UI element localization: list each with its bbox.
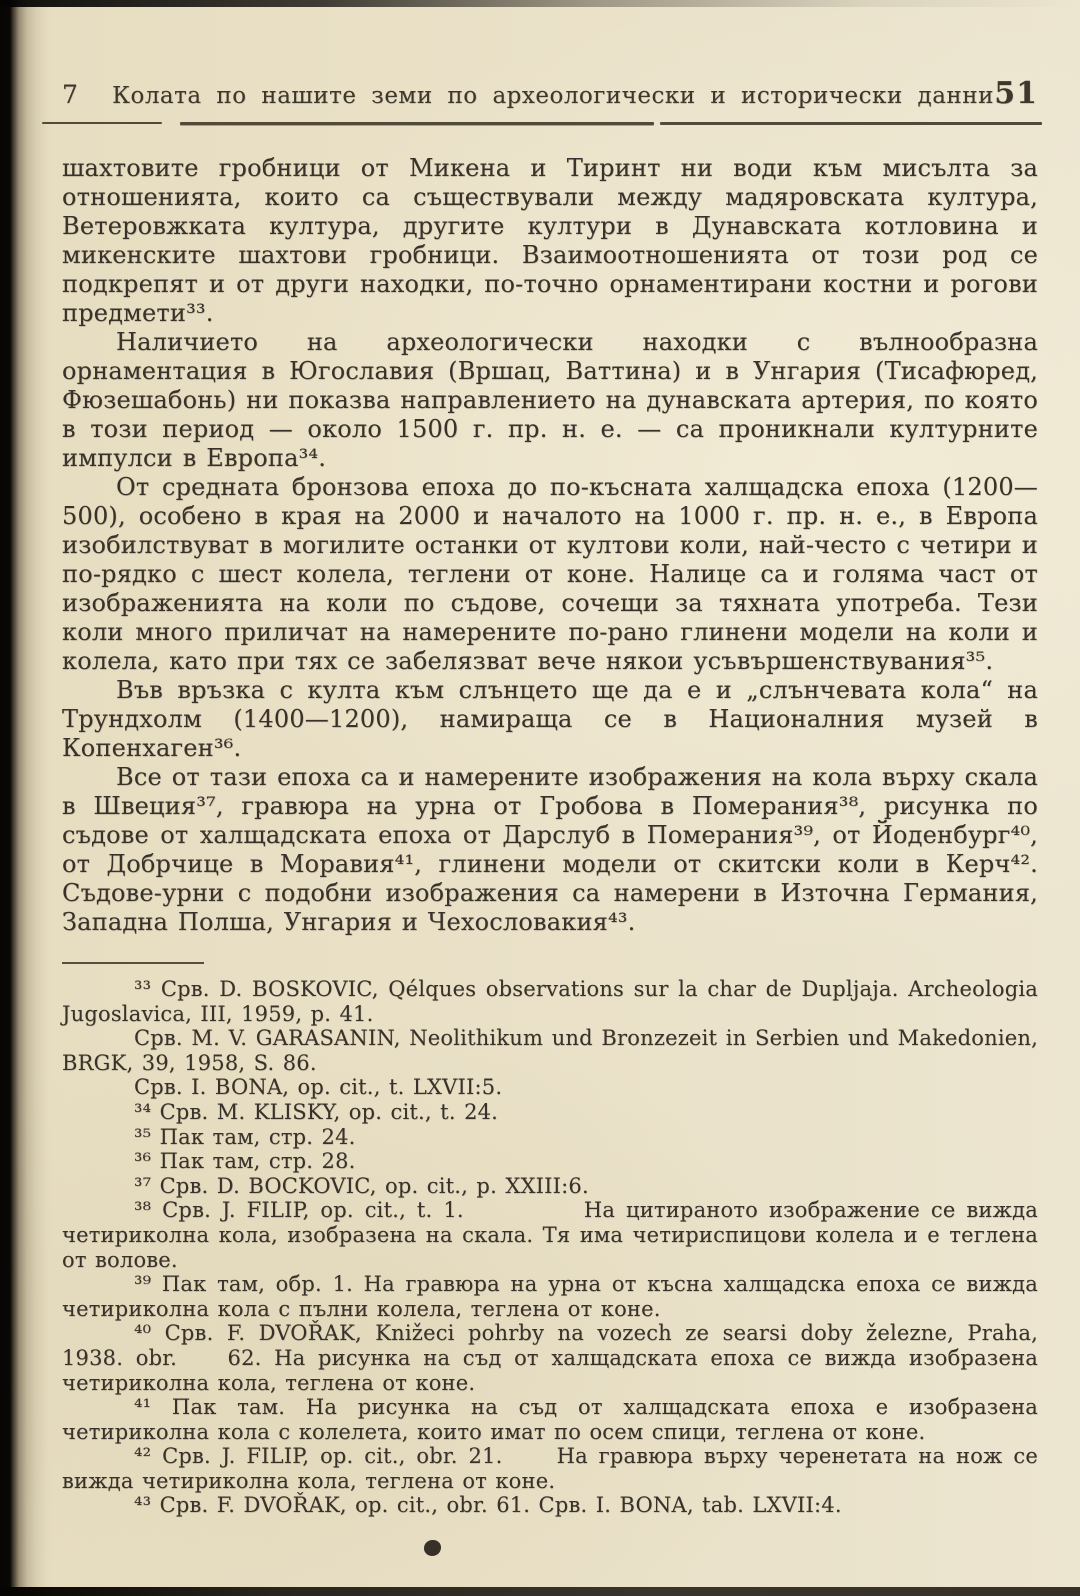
footnote-36: ³⁶ Пак там, стр. 28. <box>134 1149 356 1174</box>
scan-edge-top <box>0 0 1080 7</box>
header-rule-segment <box>180 122 654 125</box>
page-number: 51 <box>994 76 1038 111</box>
header-rule <box>42 121 1042 125</box>
footnotes <box>62 977 1038 1518</box>
footnote-40: ⁴⁰ Срв. F. DVOŘAK, Knižeci pohrby na vozech ze searsi doby železne, Praha, 1938. obr. 62. На рисунка на съд от халщадската епоха се вижда изобразена четириколна кола, теглена от коне. <box>62 1321 1038 1395</box>
footnote-43: ⁴³ Срв. F. DVOŘAK, op. cit., obr. 61. Срв. I. BONA, tab. LXVII:4. <box>134 1493 842 1518</box>
footnote-35: ³⁵ Пак там, стр. 24. <box>134 1124 356 1149</box>
footnote-39: ³⁹ Пак там, обр. 1. На гравюра на урна от късна халщадска епоха се вижда четириколна кола с пълни колела, теглена от коне. <box>62 1272 1038 1321</box>
footnote-separator <box>62 962 204 964</box>
running-header <box>62 76 1038 111</box>
paragraph: Във връзка с култа към слънцето ще да е и „слънчевата кола“ на Трундхолм (1400—1200), намираща се в Националния музей в Копенхаген³⁶. <box>62 676 1038 762</box>
column-number-left: 7 <box>62 80 78 109</box>
paragraph: От средната бронзова епоха до по-късната халщадска епоха (1200—500), особено в края на 2000 и началото на 1000 г. пр. н. е., в Европа изобилствуват в могилите останки от култови коли, най-често с четири и по-рядко с шест колела, теглени от коне. Налице са и голяма част от изображенията на коли по съдове, сочещи за тяхната употреба. Тези коли много приличат на намерените по-рано глинени модели на коли и колела, като при тях се забелязват вече някои усъвършенствувания³⁵. <box>62 473 1038 675</box>
running-title: Колата по нашите земи по археологически и исторически данни <box>112 83 994 109</box>
footnote-42: ⁴² Срв. J. FILIP, op. cit., obr. 21. На гравюра върху черенетата на нож се вижда четириколна кола, теглена от коне. <box>62 1444 1038 1493</box>
paragraph-continuation: шахтовите гробници от Микена и Тиринт ни води към мисълта за отношенията, които са съществували между мадяровската култура, Ветеровжката култура, другите култури в Дунавската котловина и микенските шахтови гробници. Взаимоотношенията от този род се подкрепят и от други находки, по-точно орнаментирани костни и рогови предмети³³. <box>62 154 1038 327</box>
body-text <box>62 154 1038 937</box>
paragraph: Все от тази епоха са и намерените изображения на кола върху скала в Швеция³⁷, гравюра на урна от Гробова в Померания³⁸, рисунка по съдове от халщадската епоха от Дарслуб в Померания³⁹, от Йоденбург⁴⁰, от Добрчице в Моравия⁴¹, глинени модели от скитски коли в Керч⁴². Съдове-урни с подобни изображения са намерени в Източна Германия, Западна Полша, Унгария и Чехословакия⁴³. <box>62 763 1038 936</box>
scan-edge-bottom <box>0 1587 1080 1596</box>
paragraph: Наличието на археологически находки с вълнообразна орнаментация в Югославия (Вршац, Ваттина) и в Унгария (Тисафюред, Фюзешабонь) ни показва направлението на дунавската артерия, по която в този период — около 1500 г. пр. н. е. — са проникнали културните импулси в Европа³⁴. <box>62 328 1038 472</box>
footnote-33: ³³ Срв. D. BOSKOVIC, Qélques observations sur la char de Dupljaja. Archeologia Jugoslavica, III, 1959, p. 41. <box>62 977 1038 1026</box>
footnote-34: ³⁴ Срв. M. KLISKY, op. cit., t. 24. <box>134 1099 499 1124</box>
footnote-33-continued: Срв. M. V. GARASANIN, Neolithikum und Bronzezeit in Serbien und Makedonien, BRGK, 39, 1958, S. 86. <box>62 1026 1038 1075</box>
footnote-41: ⁴¹ Пак там. На рисунка на съд от халщадската епоха е изобразена четириколна кола с колелета, които имат по осем спици, теглена от коне. <box>62 1395 1038 1444</box>
page-binding-shadow-left <box>0 0 48 1596</box>
footnote-37: ³⁷ Срв. D. BOCKOVIC, op. cit., p. XXIII:6. <box>134 1173 589 1198</box>
header-rule-segment <box>660 122 1042 125</box>
header-rule-segment <box>42 122 162 124</box>
footnote-38: ³⁸ Срв. J. FILIP, op. cit., t. 1. На цитираното изображение се вижда четириколна кола, изобразена на скала. Тя има четириспицови колела и е теглена от волове. <box>62 1198 1038 1272</box>
footnote-33-continued: Срв. I. BONA, op. cit., t. LXVII:5. <box>134 1075 503 1100</box>
